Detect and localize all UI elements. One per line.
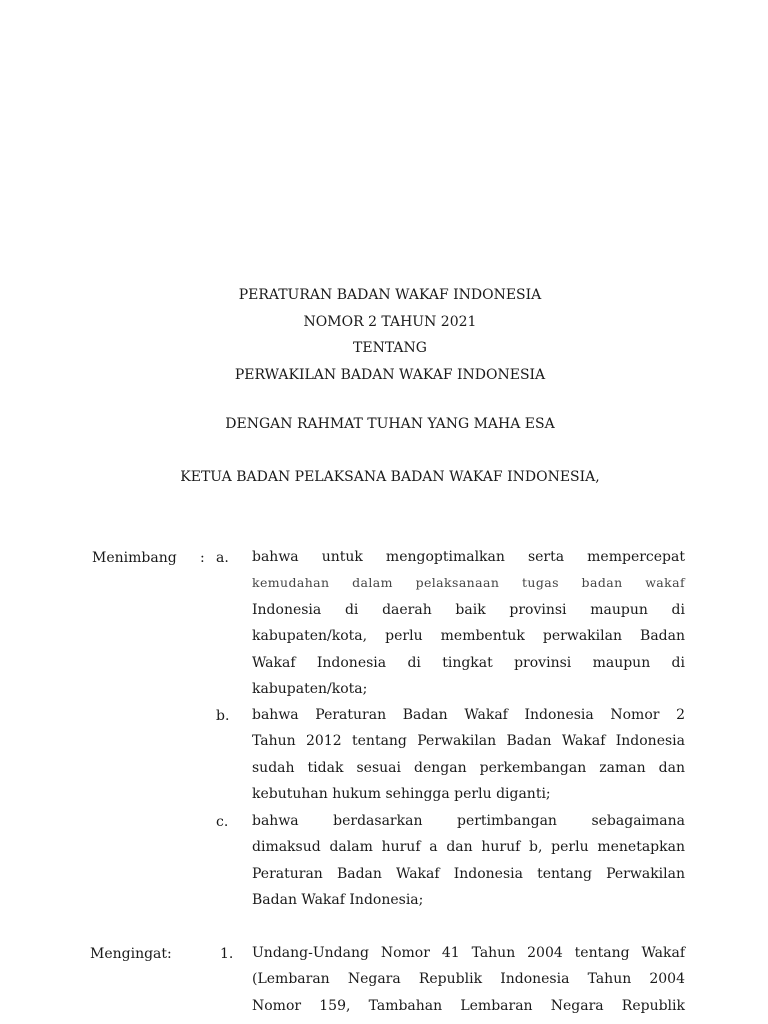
menimbang-colon: : [200, 550, 205, 566]
mengingat-label: Mengingat: [90, 946, 172, 962]
paragraph-line: Indonesia di daerah baik provinsi maupun di [252, 601, 685, 618]
paragraph-line: kebutuhan hukum sehingga perlu diganti; [252, 786, 551, 803]
menimbang-marker-c: c. [216, 814, 229, 830]
mengingat-item-1 [252, 940, 685, 1019]
menimbang-item-b [252, 702, 685, 808]
paragraph-line: Undang-Undang Nomor 41 Tahun 2004 tentang Wakaf [252, 945, 685, 961]
paragraph-line: kemudahan dalam pelaksanaan tugas badan wakaf [252, 575, 685, 591]
paragraph-line: Nomor 159, Tambahan Lembaran Negara Republik [252, 997, 685, 1014]
blessing-line: DENGAN RAHMAT TUHAN YANG MAHA ESA [225, 416, 555, 432]
menimbang-marker-a: a. [216, 550, 229, 566]
title-line-4: PERWAKILAN BADAN WAKAF INDONESIA [234, 366, 546, 383]
menimbang-marker-b: b. [216, 708, 230, 724]
menimbang-label: Menimbang [92, 550, 177, 566]
paragraph-line: Tahun 2012 tentang Perwakilan Badan Wakaf Indonesia [252, 733, 685, 750]
paragraph-line: Badan Wakaf Indonesia; [252, 892, 424, 909]
paragraph-line: sudah tidak sesuai dengan perkembangan zaman dan [252, 759, 685, 776]
paragraph-line: Wakaf Indonesia di tingkat provinsi maupun di [252, 654, 685, 671]
title-line-3: TENTANG [353, 340, 427, 356]
menimbang-item-c [252, 808, 685, 914]
menimbang-item-a [252, 544, 685, 702]
paragraph-line: bahwa berdasarkan pertimbangan sebagaimana [252, 813, 685, 829]
paragraph-line: Peraturan Badan Wakaf Indonesia tentang Perwakilan [252, 865, 685, 882]
paragraph-line: bahwa untuk mengoptimalkan serta mempercepat [252, 549, 685, 565]
title-line-1: PERATURAN BADAN WAKAF INDONESIA [238, 287, 542, 303]
paragraph-line: bahwa Peraturan Badan Wakaf Indonesia Nomor 2 [252, 707, 685, 723]
paragraph-line: dimaksud dalam huruf a dan huruf b, perlu menetapkan [252, 839, 685, 856]
paragraph-line: kabupaten/kota; [252, 681, 368, 698]
paragraph-line: kabupaten/kota, perlu membentuk perwakilan Badan [252, 628, 685, 645]
regulation-title [0, 282, 768, 388]
title-line-2: NOMOR 2 TAHUN 2021 [303, 313, 477, 330]
paragraph-line: (Lembaran Negara Republik Indonesia Tahun 2004 [252, 971, 685, 988]
official-title: KETUA BADAN PELAKSANA BADAN WAKAF INDONESIA, [180, 469, 600, 485]
mengingat-marker-1: 1. [220, 946, 234, 962]
